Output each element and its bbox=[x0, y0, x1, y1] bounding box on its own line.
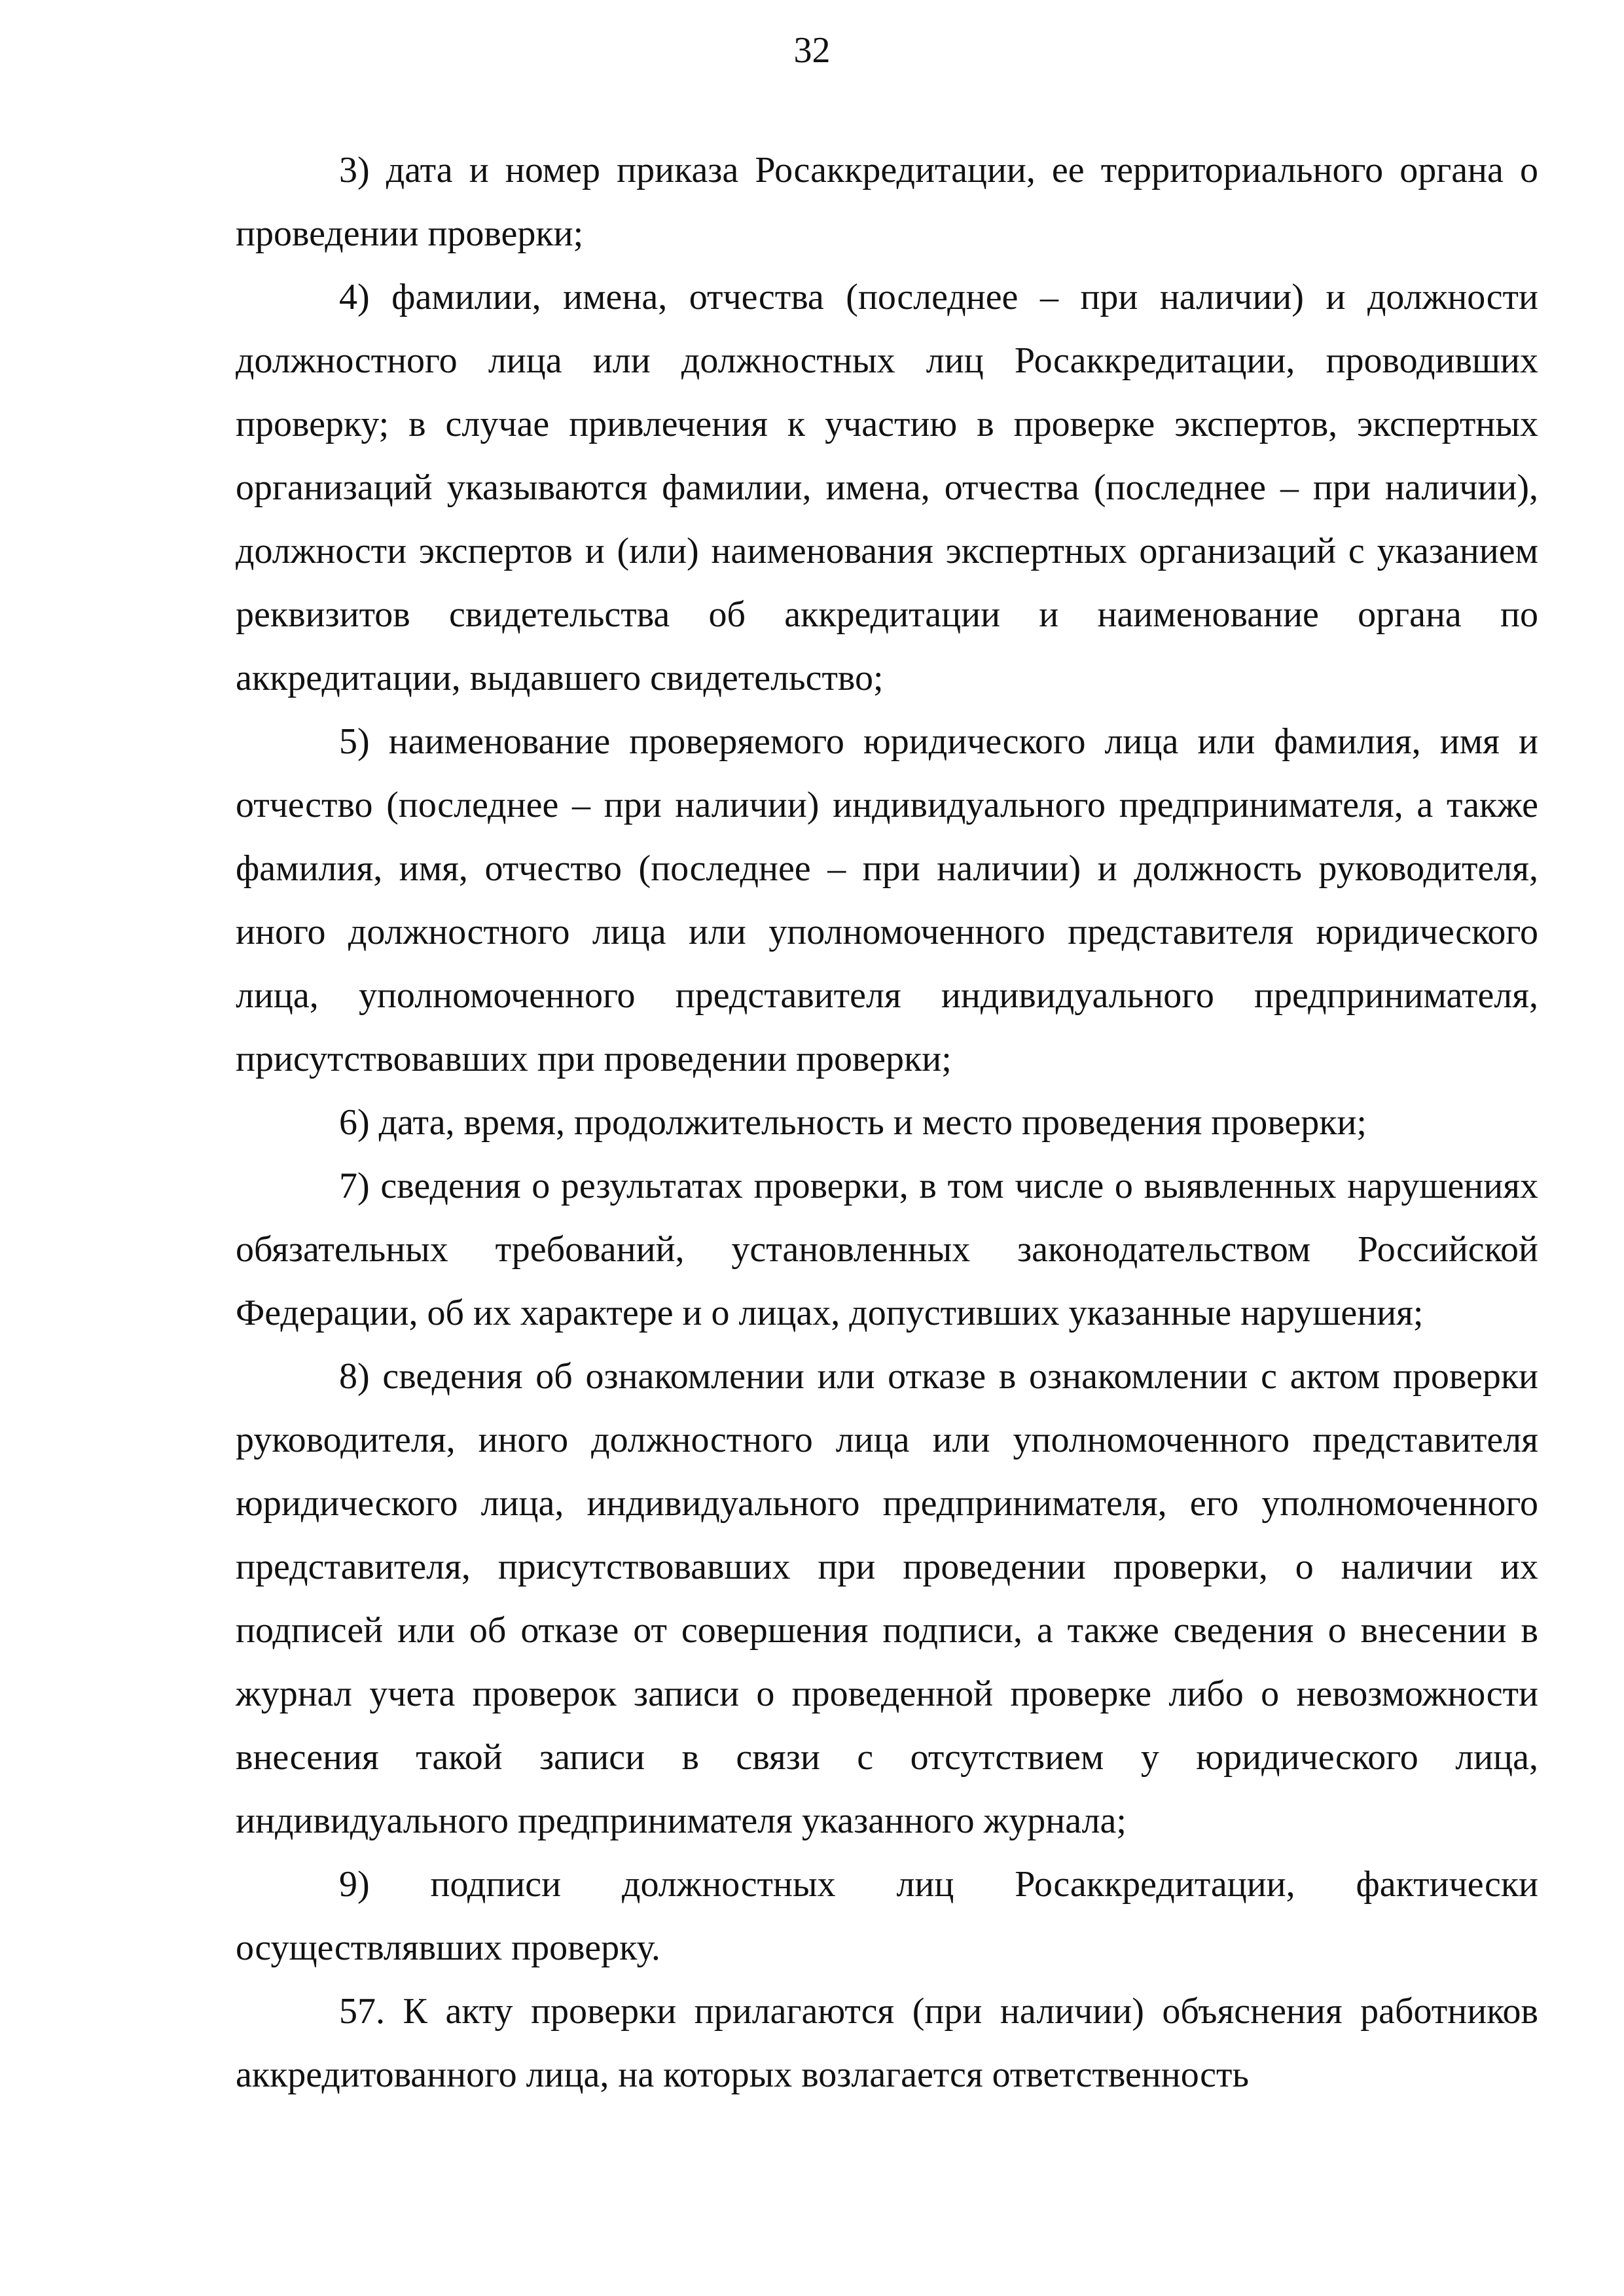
document-body bbox=[236, 139, 1538, 2107]
list-item-9: 9) подписи должностных лиц Росаккредитации, фактически осуществлявших проверку. bbox=[236, 1864, 1538, 1968]
list-item-5: 5) наименование проверяемого юридического лица или фамилия, имя и отчество (последнее – при наличии) индивидуального предпринимателя, а также фамилия, имя, отчество (последнее – при наличии) и должность руководителя, иного должностного лица или уполномоченного представителя юридического лица, уполномоченного представителя индивидуального предпринимателя, присутствовавших при проведении проверки; bbox=[236, 721, 1538, 1079]
list-item-6: 6) дата, время, продолжительность и место проведения проверки; bbox=[339, 1102, 1367, 1143]
list-item-7: 7) сведения о результатах проверки, в том числе о выявленных нарушениях обязательных требований, установленных законодательством Российской Федерации, об их характере и о лицах, допустивших указанные нарушения; bbox=[236, 1166, 1538, 1333]
page-number: 32 bbox=[793, 30, 831, 71]
list-item-4: 4) фамилии, имена, отчества (последнее – при наличии) и должности должностного лица или должностных лиц Росаккредитации, проводивших проверку; в случае привлечения к участию в проверке экспертов, экспертных организаций указываются фамилии, имена, отчества (последнее – при наличии), должности экспертов и (или) наименования экспертных организаций с указанием реквизитов свидетельства об аккредитации и наименование органа по аккредитации, выдавшего свидетельство; bbox=[236, 277, 1538, 698]
list-item-3: 3) дата и номер приказа Росаккредитации, ее территориального органа о проведении проверки; bbox=[236, 150, 1538, 254]
clause-57: 57. К акту проверки прилагаются (при наличии) объяснения работников аккредитованного лица, на которых возлагается ответственность bbox=[236, 1991, 1538, 2095]
list-item-8: 8) сведения об ознакомлении или отказе в ознакомлении с актом проверки руководителя, иного должностного лица или уполномоченного представителя юридического лица, индивидуального предпринимателя, его уполномоченного представителя, присутствовавших при проведении проверки, о наличии их подписей или об отказе от совершения подписи, а также сведения о внесении в журнал учета проверок записи о проведенной проверке либо о невозможности внесения такой записи в связи с отсутствием у юридического лица, индивидуального предпринимателя указанного журнала; bbox=[236, 1356, 1538, 1841]
